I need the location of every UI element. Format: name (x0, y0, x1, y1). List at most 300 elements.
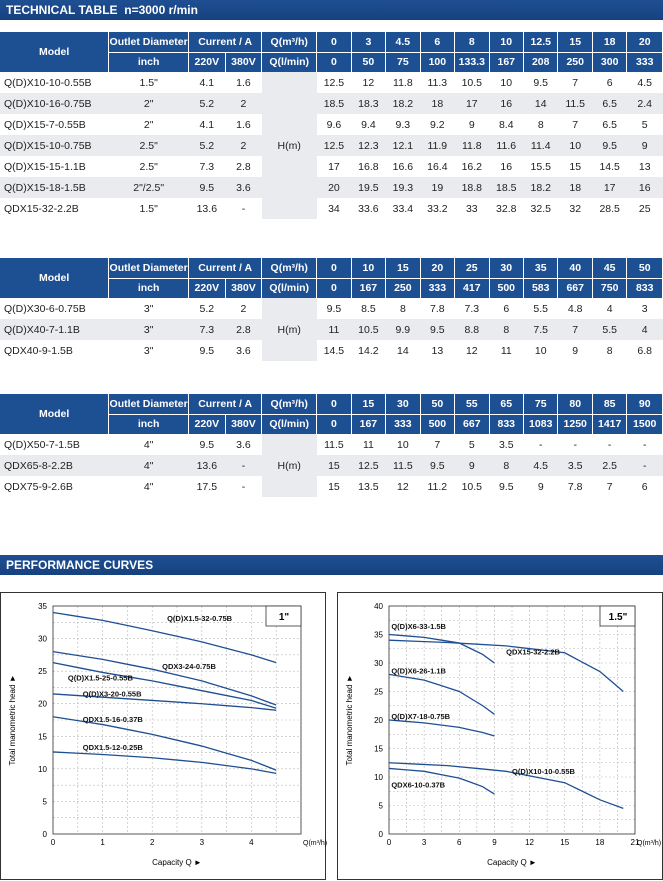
performance-chart-1inch (1, 593, 327, 881)
q-l-value: 133.3 (455, 52, 489, 72)
head-value: 18.2 (386, 93, 420, 114)
head-value: 9.9 (386, 319, 420, 340)
y-tick-label: 5 (378, 801, 383, 811)
inch-header: inch (109, 414, 189, 434)
q-m3-value: 90 (627, 394, 663, 414)
head-value: 8 (537, 118, 544, 131)
v220-header: 220V (189, 414, 226, 434)
table-row (0, 198, 663, 219)
x-tick-label: 18 (595, 838, 605, 847)
y-tick-label: 35 (374, 630, 383, 640)
q-m3-value: 25 (455, 258, 489, 278)
outlet-header: Outlet Diameter (109, 394, 189, 414)
y-tick-label: 0 (378, 830, 383, 839)
q-m3-value: 6 (420, 32, 454, 52)
head-value: 10 (558, 135, 592, 156)
head-value: 5 (468, 438, 475, 451)
q-l-value: 750 (592, 278, 626, 298)
head-value: 9.3 (395, 118, 411, 131)
head-value: 9.5 (420, 319, 454, 340)
head-value: 11 (500, 344, 512, 357)
x-tick-label: 12 (525, 838, 535, 847)
current-220v: 9.5 (199, 344, 215, 357)
model-name: Q(D)X40-7-1.1B (0, 319, 109, 340)
head-value: 9 (572, 344, 579, 357)
curve-label: QDX3-24-0.75B (162, 662, 216, 672)
head-value: 16.8 (358, 160, 379, 173)
q-m3-value: 0 (317, 258, 351, 278)
head-value: 11.3 (427, 76, 448, 89)
q-m3-value: 12.5 (524, 32, 558, 52)
size-tag: 1" (278, 612, 290, 623)
outlet-diameter: 2"/2.5" (109, 177, 189, 198)
v380-header: 380V (225, 52, 262, 72)
head-value: - (573, 438, 577, 451)
head-value: 5.5 (533, 302, 549, 315)
head-value: 17 (455, 93, 489, 114)
v380-header: 380V (225, 278, 262, 298)
q-l-value: 250 (558, 52, 592, 72)
head-value: 11 (317, 319, 351, 340)
table-row (0, 114, 663, 135)
head-value: 18 (558, 177, 592, 198)
current-380v: 1.6 (236, 118, 251, 131)
q-l-value: 0 (317, 414, 351, 434)
q-m3-value: 30 (489, 258, 523, 278)
current-220v: 9.5 (189, 177, 226, 198)
q-l-value: 167 (351, 278, 385, 298)
current-220v: 4.1 (199, 76, 215, 89)
outlet-diameter: 3" (143, 302, 154, 315)
model-name: Q(D)X15-18-1.5B (0, 177, 109, 198)
head-value: 12 (362, 76, 375, 89)
q-m3-value: 45 (592, 258, 626, 278)
head-value: 13.5 (358, 480, 379, 493)
x-tick-label: 21 (630, 838, 640, 847)
q-l-value: 1500 (627, 414, 663, 434)
y-tick-label: 10 (374, 773, 383, 782)
q-m3-value: 50 (420, 394, 454, 414)
v380-header: 380V (225, 414, 262, 434)
y-tick-label: 15 (38, 732, 47, 742)
outlet-diameter: 4" (143, 480, 154, 493)
q-l-value: 667 (558, 278, 592, 298)
table-row (0, 340, 663, 361)
inch-header: inch (109, 52, 189, 72)
performance-title: PERFORMANCE CURVES (6, 558, 154, 572)
q-l-value: 50 (351, 52, 385, 72)
head-value: 8 (606, 344, 613, 357)
head-value: 19.3 (386, 177, 420, 198)
head-value: 3.5 (498, 438, 514, 451)
head-value: 5.5 (592, 319, 626, 340)
table-row (0, 72, 663, 93)
head-value: 2.5 (592, 455, 626, 476)
y-tick-label: 25 (374, 687, 383, 697)
y-tick-label: 30 (38, 634, 47, 644)
head-value: 28.5 (599, 202, 620, 215)
y-tick-label: 20 (374, 716, 383, 725)
current-380v: - (241, 202, 246, 215)
head-value: 12.5 (323, 76, 345, 89)
table-row (0, 298, 663, 319)
current-220v: 17.5 (196, 480, 218, 493)
head-value: 9.5 (533, 76, 549, 89)
y-tick-label: 35 (38, 602, 47, 611)
y-axis-label: Total manometric head ► (345, 674, 354, 766)
x-axis-label: Capacity Q ► (487, 858, 537, 867)
model-name: Q(D)X10-10-0.55B (4, 76, 92, 89)
q-l-value: 833 (627, 278, 663, 298)
current-header: Current / A (189, 258, 262, 278)
outlet-diameter: 3" (109, 319, 189, 340)
q-m3-value: 15 (351, 394, 385, 414)
curve-qdx1-5-12-0-25b (53, 752, 276, 773)
y-tick-label: 0 (42, 830, 47, 839)
y-tick-label: 30 (374, 659, 383, 668)
head-value: 25 (638, 202, 651, 215)
q-m3-value: 40 (558, 258, 592, 278)
head-value: 33 (465, 202, 478, 215)
head-value: 13 (638, 160, 651, 173)
y-axis-label: Total manometric head ► (8, 674, 17, 766)
q-m3-value: 50 (627, 258, 663, 278)
q-m3-header: Q(m³/h) (262, 32, 317, 52)
outlet-diameter: 2" (109, 93, 189, 114)
y-tick-label: 15 (374, 744, 383, 754)
x-tick-label: 0 (386, 838, 392, 847)
head-value: 32.5 (530, 202, 551, 215)
q-m3-value: 8 (455, 32, 489, 52)
head-value: 19.5 (351, 177, 385, 198)
chart-panel-1inch (0, 592, 326, 880)
current-220v: 5.2 (199, 302, 215, 315)
x-unit-label: Q(m³/h) (303, 840, 327, 847)
q-l-value: 1083 (524, 414, 558, 434)
head-value: 19 (420, 177, 454, 198)
head-value: 10.5 (351, 319, 385, 340)
q-l-value: 333 (386, 414, 420, 434)
head-value: 9 (468, 118, 475, 131)
head-value: 4.8 (567, 302, 583, 315)
head-value: 6 (503, 302, 510, 315)
head-value: - (607, 438, 612, 451)
head-value: 6 (606, 76, 613, 89)
q-l-value: 1250 (558, 414, 592, 434)
curve-label: Q(D)X6-33-1.5B (391, 621, 446, 631)
head-value: 3.5 (558, 455, 592, 476)
x-tick-label: 15 (560, 838, 570, 847)
outlet-diameter: 1.5" (139, 202, 158, 215)
head-value: 7 (558, 319, 592, 340)
x-tick-label: 9 (492, 838, 497, 847)
x-tick-label: 3 (421, 838, 427, 847)
model-name: Q(D)X15-15-1.1B (4, 160, 86, 173)
head-value: 33.2 (427, 202, 448, 215)
head-value: 12.1 (386, 135, 420, 156)
head-value: 11.9 (420, 135, 454, 156)
x-tick-label: 4 (249, 838, 254, 847)
curve-label: Q(D)X6-26-1.1B (391, 666, 446, 676)
current-220v: 4.1 (199, 118, 215, 131)
head-value: 14 (397, 344, 409, 357)
table-row (0, 434, 663, 455)
head-value: 7.8 (567, 480, 583, 493)
q-m3-value: 10 (489, 32, 523, 52)
q-m3-value: 0 (317, 32, 351, 52)
model-name: Q(D)X50-7-1.5B (4, 438, 80, 451)
technical-table-2 (0, 258, 663, 361)
head-value: 15 (569, 160, 582, 173)
head-value: 18.2 (524, 177, 558, 198)
q-l-value: 0 (317, 278, 351, 298)
head-value: 4.5 (524, 455, 558, 476)
head-value: 34 (328, 202, 340, 215)
head-value: 32 (569, 202, 582, 215)
current-380v: 3.6 (225, 177, 262, 198)
head-value: 12.5 (317, 135, 351, 156)
outlet-diameter: 2.5" (109, 135, 189, 156)
q-l-value: 167 (489, 52, 523, 72)
table-row (0, 177, 663, 198)
model-name: QDX40-9-1.5B (4, 344, 73, 357)
head-value: 5 (641, 118, 648, 131)
current-380v: 2.8 (225, 319, 262, 340)
y-tick-label: 20 (38, 699, 47, 709)
head-value: 4 (627, 319, 663, 340)
current-220v: 7.3 (199, 160, 215, 173)
x-tick-label: 3 (199, 838, 205, 847)
head-value: 9.2 (430, 118, 445, 131)
head-value: 16.2 (461, 160, 483, 173)
outlet-header: Outlet Diameter (109, 32, 189, 52)
head-value: 9.4 (361, 118, 376, 131)
head-value: 9.6 (326, 118, 342, 131)
head-value: 12.5 (351, 455, 385, 476)
head-value: 15 (328, 480, 340, 493)
current-220v: 7.3 (189, 319, 226, 340)
y-tick-label: 10 (38, 764, 47, 774)
table-row (0, 93, 663, 114)
q-l-value: 208 (524, 52, 558, 72)
head-value: 14.2 (358, 344, 379, 357)
current-220v: 13.6 (196, 202, 218, 215)
q-l-value: 75 (386, 52, 420, 72)
head-value: 8 (489, 319, 523, 340)
table-row (0, 135, 663, 156)
head-value: 11.2 (427, 480, 448, 493)
head-value: 9.5 (592, 135, 626, 156)
head-value: 18.8 (455, 177, 489, 198)
curve-label: QDX1.5-12-0.25B (82, 742, 143, 752)
head-value: 11.6 (489, 135, 523, 156)
head-value: 9.5 (498, 480, 514, 493)
head-value: 2.4 (627, 93, 663, 114)
q-l-header: Q(l/min) (262, 414, 317, 434)
x-tick-label: 2 (149, 838, 155, 847)
head-value: 10 (534, 344, 547, 357)
outlet-diameter: 1.5" (139, 76, 158, 89)
q-l-value: 333 (420, 278, 454, 298)
q-l-value: 333 (627, 52, 663, 72)
head-value: 16.6 (392, 160, 414, 173)
q-l-value: 667 (455, 414, 489, 434)
head-value: 9 (455, 455, 489, 476)
head-value: 18 (420, 93, 454, 114)
head-value: 16.4 (427, 160, 448, 173)
head-value: 7 (434, 438, 441, 451)
head-value: 11.5 (558, 93, 592, 114)
curve-label: Q(D)X1.5-32-0.75B (167, 613, 233, 623)
head-value: 7.8 (430, 302, 445, 315)
q-l-value: 0 (317, 52, 351, 72)
head-value: 20 (317, 177, 351, 198)
head-value: 11.5 (386, 455, 420, 476)
outlet-header: Outlet Diameter (109, 258, 189, 278)
technical-table-3 (0, 394, 663, 497)
q-l-value: 167 (351, 414, 385, 434)
head-value: 12 (397, 480, 409, 493)
model-header: Model (0, 394, 109, 434)
head-value: 17 (328, 160, 340, 173)
curve-label: QDX6-10-0.37B (391, 780, 446, 790)
head-value: 6.5 (602, 118, 617, 131)
q-l-value: 300 (592, 52, 626, 72)
size-tag: 1.5" (608, 612, 628, 623)
current-220v: 13.6 (189, 455, 226, 476)
q-l-value: 417 (455, 278, 489, 298)
head-value: 18.3 (351, 93, 385, 114)
current-380v: 2 (240, 302, 247, 315)
technical-table-title: TECHNICAL TABLE (6, 3, 118, 17)
head-value: 11.5 (324, 438, 344, 451)
performance-header (0, 555, 663, 575)
head-value: 15.5 (530, 160, 551, 173)
curve-label: Q(D)X7-18-0.75B (391, 711, 451, 721)
curve-label: Q(D)X3-20-0.55B (82, 689, 142, 699)
curve-label: Q(D)X1.5-25-0.55B (67, 673, 133, 683)
head-value: 10.5 (461, 480, 483, 493)
model-name: Q(D)X15-10-0.75B (0, 135, 109, 156)
head-value: 7 (606, 480, 613, 493)
x-axis-label: Capacity Q ► (152, 858, 202, 867)
current-380v: - (241, 480, 246, 493)
head-value: 12.3 (351, 135, 385, 156)
head-value: 33.4 (392, 202, 414, 215)
head-value: 14.5 (599, 160, 620, 173)
q-m3-value: 15 (558, 32, 592, 52)
x-tick-label: 1 (100, 838, 105, 847)
head-value: - (627, 455, 663, 476)
inch-header: inch (109, 278, 189, 298)
q-l-value: 500 (489, 278, 523, 298)
current-220v: 5.2 (189, 135, 226, 156)
y-tick-label: 40 (374, 602, 383, 611)
q-m3-value: 20 (627, 32, 663, 52)
head-value: 9.5 (326, 302, 342, 315)
head-value: 8 (399, 302, 406, 315)
q-m3-value: 0 (317, 394, 351, 414)
head-value: 6.5 (592, 93, 626, 114)
x-unit-label: Q(m³/h) (637, 840, 662, 847)
x-tick-label: 0 (50, 838, 56, 847)
head-value: 16 (489, 93, 523, 114)
q-l-value: 100 (420, 52, 454, 72)
head-value: 8.4 (498, 118, 514, 131)
q-m3-value: 85 (592, 394, 626, 414)
head-value: 8.5 (361, 302, 376, 315)
head-value: 9 (537, 480, 544, 493)
head-value: - (538, 438, 543, 451)
q-m3-value: 10 (351, 258, 385, 278)
head-value: 15 (317, 455, 351, 476)
q-l-header: Q(l/min) (262, 278, 317, 298)
y-tick-label: 25 (38, 667, 47, 677)
head-value: 14 (524, 93, 558, 114)
current-380v: 3.6 (236, 438, 251, 451)
q-m3-value: 35 (524, 258, 558, 278)
current-220v: 5.2 (189, 93, 226, 114)
q-l-value: 250 (386, 278, 420, 298)
technical-table-header (0, 0, 663, 20)
head-unit-label: H(m) (262, 434, 317, 497)
model-name: QDX65-8-2.2B (0, 455, 109, 476)
head-value: 17 (592, 177, 626, 198)
head-value: 12 (465, 344, 478, 357)
current-header: Current / A (189, 394, 262, 414)
model-name: QDX15-32-2.2B (4, 202, 79, 215)
current-380v: 3.6 (236, 344, 251, 357)
head-value: 18.5 (489, 177, 523, 198)
head-value: 10 (397, 438, 409, 451)
head-value: 4.5 (637, 76, 652, 89)
model-name: Q(D)X10-16-0.75B (0, 93, 109, 114)
table-row (0, 319, 663, 340)
current-380v: 1.6 (236, 76, 251, 89)
head-value: 11.4 (524, 135, 558, 156)
curve-label: QDX15-32-2.2B (506, 647, 560, 657)
model-name: Q(D)X15-7-0.55B (4, 118, 86, 131)
head-value: 4 (606, 302, 613, 315)
head-value: 18.5 (317, 93, 351, 114)
table-row (0, 156, 663, 177)
head-value: 11.8 (393, 76, 413, 89)
q-m3-header: Q(m³/h) (262, 258, 317, 278)
head-value: 11.8 (455, 135, 489, 156)
table-row (0, 455, 663, 476)
model-header: Model (0, 32, 109, 72)
head-value: 7 (572, 76, 579, 89)
q-m3-value: 55 (455, 394, 489, 414)
speed-label: n=3000 r/min (124, 3, 198, 17)
model-header: Model (0, 258, 109, 298)
head-value: 10 (500, 76, 513, 89)
head-value: 8.8 (455, 319, 489, 340)
head-value: 9.5 (420, 455, 454, 476)
q-m3-value: 18 (592, 32, 626, 52)
head-unit-label: H(m) (262, 72, 317, 219)
head-value: 11 (362, 438, 374, 451)
technical-table-1 (0, 32, 663, 219)
head-unit-label: H(m) (262, 298, 317, 361)
q-l-header: Q(l/min) (262, 52, 317, 72)
head-value: 9 (627, 135, 663, 156)
head-value: 13 (431, 344, 444, 357)
q-l-value: 833 (489, 414, 523, 434)
q-m3-value: 30 (386, 394, 420, 414)
curve-label: QDX1.5-16-0.37B (82, 714, 143, 724)
head-value: 8 (489, 455, 523, 476)
